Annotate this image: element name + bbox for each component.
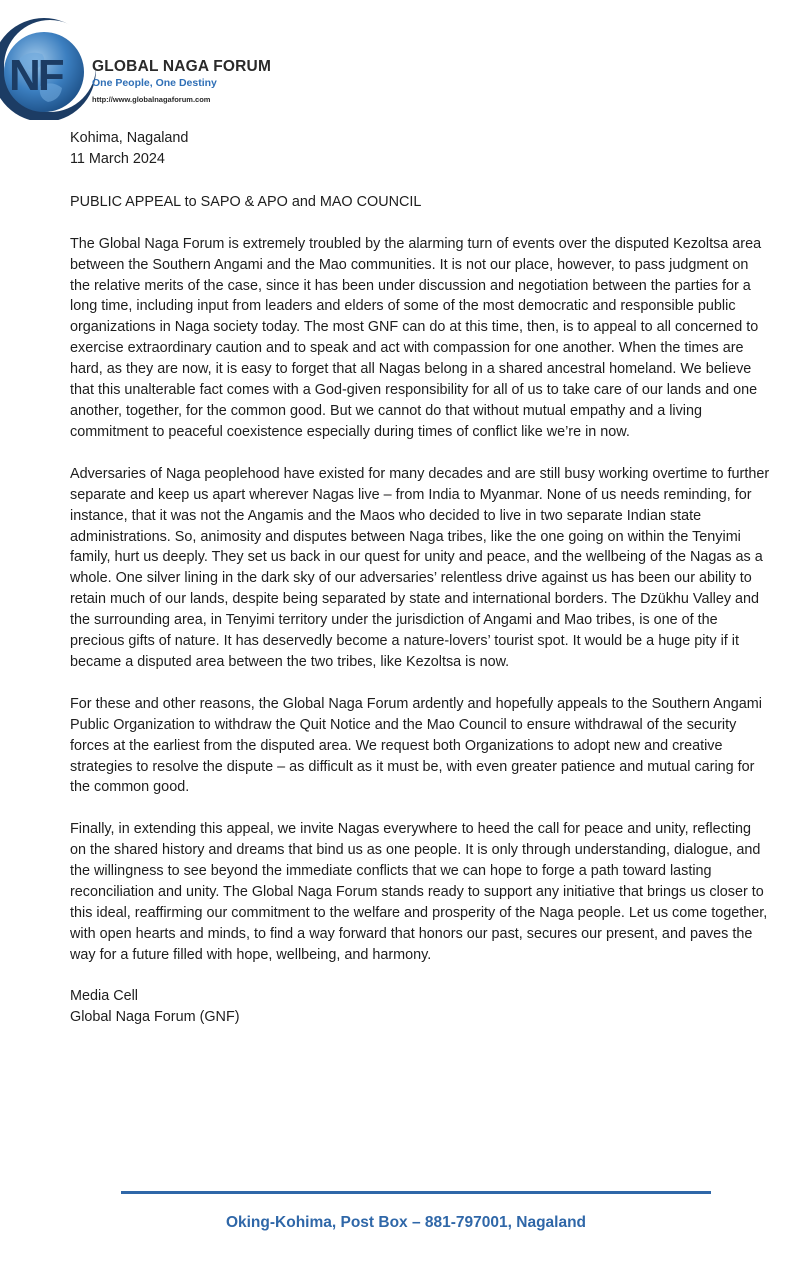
letter-subject: PUBLIC APPEAL to SAPO & APO and MAO COUNCIL xyxy=(70,193,422,210)
letter-date: 11 March 2024 xyxy=(70,150,165,167)
letter-place: Kohima, Nagaland xyxy=(70,130,189,146)
signoff-organization: Global Naga Forum (GNF) xyxy=(70,1008,240,1025)
footer-divider xyxy=(121,1191,711,1194)
org-tagline: One People, One Destiny xyxy=(92,77,217,89)
global-naga-forum-logo-icon xyxy=(0,8,98,120)
letterhead xyxy=(0,0,400,125)
logo-letters: NF xyxy=(9,51,62,100)
signoff-department: Media Cell xyxy=(70,987,138,1004)
letter-paragraph-3: For these and other reasons, the Global Naga Forum ardently and hopefully appeals to the Southern Angami Public Organization to withdraw the Quit Notice and the Mao Council to ensure withdrawal of the security forces at the earliest from the disputed area. We request both Organizations to adopt new and creative strategies to resolve the dispute – as difficult as it must be, with even greater patience and mutual caring for the common good. xyxy=(70,695,762,796)
org-name: GLOBAL NAGA FORUM xyxy=(92,58,272,75)
letter-paragraph-4: Finally, in extending this appeal, we invite Nagas everywhere to heed the call for peace and unity, reflecting on the shared history and dreams that bind us as one people. It is only through understanding, dialogue, and the willingness to see beyond the immediate conflicts that we can hope to forge a path toward lasting reconciliation and unity. The Global Naga Forum stands ready to support any initiative that brings us closer to this ideal, reaffirming our commitment to the welfare and prosperity of the Naga people. Let us come together, with open hearts and minds, to find a way forward that honors our past, secures our present, and paves the way for a future filled with hope, wellbeing, and harmony. xyxy=(70,821,768,963)
letter-body xyxy=(70,128,770,1028)
brand-block xyxy=(92,58,271,106)
letter-paragraph-2: Adversaries of Naga peoplehood have existed for many decades and are still busy working overtime to further separate and keep us apart wherever Nagas live – from India to Myanmar. None of us needs reminding, for instance, that it was not the Angamis and the Maos who decided to live in two separate Indian state administrations. So, animosity and disputes between Naga tribes, like the one going on within the Tenyimi family, hurt us deeply. They set us back in our quest for unity and peace, and the wellbeing of the Nagas as a whole. One silver lining in the dark sky of our adversaries’ relentless drive against us has been our ability to retain much of our lands, despite being separated by state and international borders. The Dzükhu Valley and the surrounding area, in Tenyimi territory under the jurisdiction of Angami and Mao tribes, is one of the precious gifts of nature. It has deservedly become a nature-lovers’ tourist spot. It would be a huge pity if it became a disputed area between the two tribes, like Kezoltsa is now. xyxy=(70,465,770,670)
letter-paragraph-1: The Global Naga Forum is extremely troubled by the alarming turn of events over the disputed Kezoltsa area between the Southern Angami and the Mao communities. It is not our place, however, to pass judgment on the relative merits of the case, since it has been under discussion and negotiation between the parties for a long time, including input from leaders and elders of some of the most democratic and responsible public organizations in Naga society today. The most GNF can do at this time, then, is to appeal to all concerned to exercise extraordinary caution and to speak and act with compassion for one another. When the times are hard, as they are now, it is easy to forget that all Nagas belong in a shared ancestral homeland. We believe that this unalterable fact comes with a God-given responsibility for all of us to take care of our lands and one another, together, for the common good. But we cannot do that without mutual empathy and a living commitment to peaceful coexistence especially during times of conflict like we’re in now. xyxy=(70,235,762,440)
org-website-link[interactable]: http://www.globalnagaforum.com xyxy=(92,95,211,104)
footer-address: Oking-Kohima, Post Box – 881-797001, Nagaland xyxy=(225,1214,587,1231)
